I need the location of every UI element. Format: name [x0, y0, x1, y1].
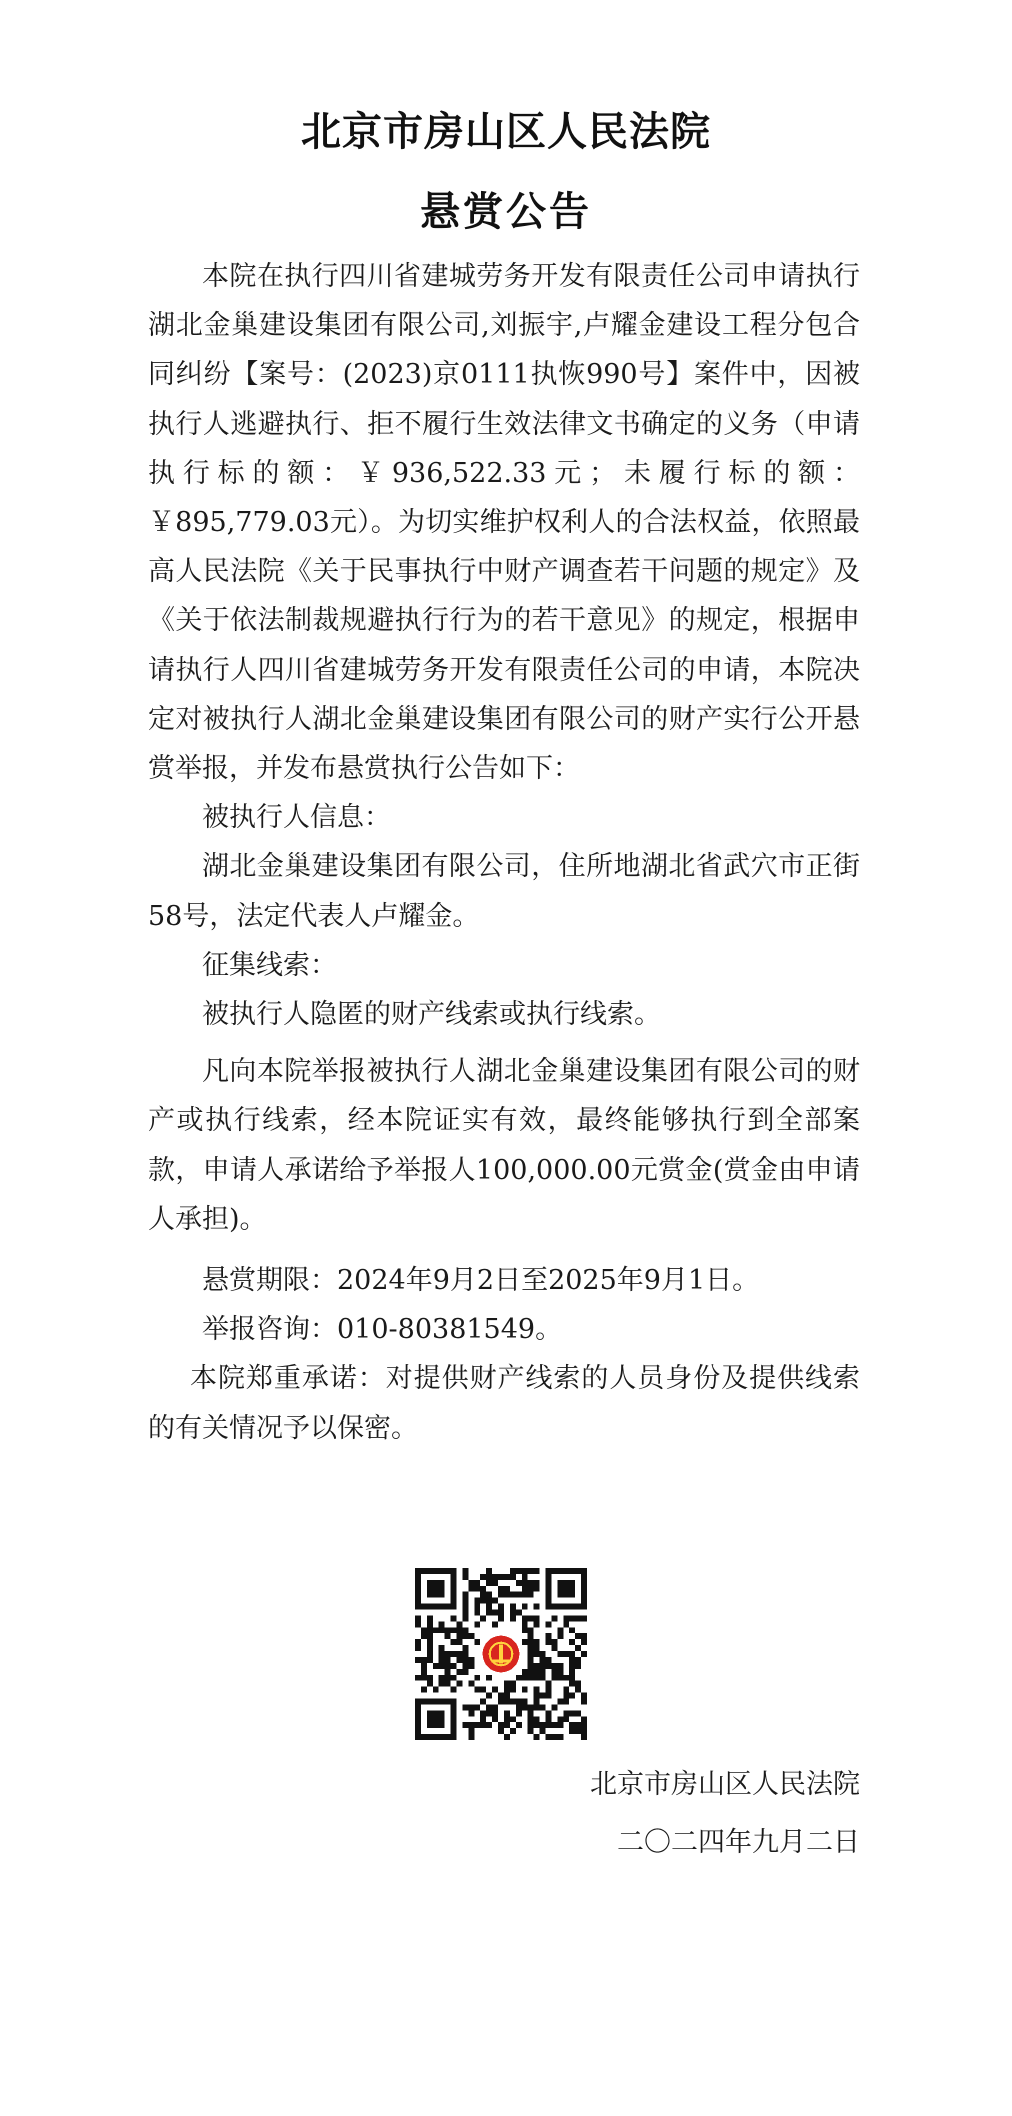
executee-heading: 被执行人信息： — [202, 802, 391, 834]
court-name-title: 北京市房山区人民法院 — [301, 109, 711, 155]
clues-heading: 征集线索： — [202, 949, 337, 981]
notice-title: 悬赏公告 — [420, 189, 592, 235]
executee-info: 湖北金巢建设集团有限公司，住所地湖北省武穴市正街58号，法定代表人卢耀金。 — [148, 851, 860, 932]
notice-body — [148, 252, 860, 1453]
reward-paragraph: 凡向本院举报被执行人湖北金巢建设集团有限公司的财产或执行线索，经本院证实有效，最终能够执行到全部案款，申请人承诺给予举报人100,000.00元赏金(赏金由申请人承担)。 — [148, 1056, 860, 1235]
reward-period: 悬赏期限：2024年9月2日至2025年9月1日。 — [202, 1265, 760, 1297]
qr-code-icon — [415, 1568, 587, 1740]
confidentiality-pledge: 本院郑重承诺：对提供财产线索的人员身份及提供线索的有关情况予以保密。 — [148, 1363, 860, 1444]
court-emblem-icon — [480, 1633, 523, 1676]
contact-phone: 举报咨询：010-80381549。 — [202, 1314, 563, 1346]
signature-date: 二〇二四年九月二日 — [617, 1827, 860, 1858]
signature-court: 北京市房山区人民法院 — [590, 1769, 860, 1800]
intro-paragraph: 本院在执行四川省建城劳务开发有限责任公司申请执行湖北金巢建设集团有限公司,刘振宇,卢耀金建设工程分包合同纠纷【案号：(2023)京0111执恢990号】案件中，因被执行人逃避执行、拒不履行生效法律文书确定的义务（申请执行标的额：￥936,522.33元；未履行标的额：￥895,779.03元）。为切实维护权利人的合法权益，依照最高人民法院《关于民事执行中财产调查若干问题的规定》及《关于依法制裁规避执行行为的若干意见》的规定，根据申请执行人四川省建城劳务开发有限责任公司的申请，本院决定对被执行人湖北金巢建设集团有限公司的财产实行公开悬赏举报，并发布悬赏执行公告如下： — [148, 261, 860, 785]
clues-info: 被执行人隐匿的财产线索或执行线索。 — [202, 999, 661, 1031]
